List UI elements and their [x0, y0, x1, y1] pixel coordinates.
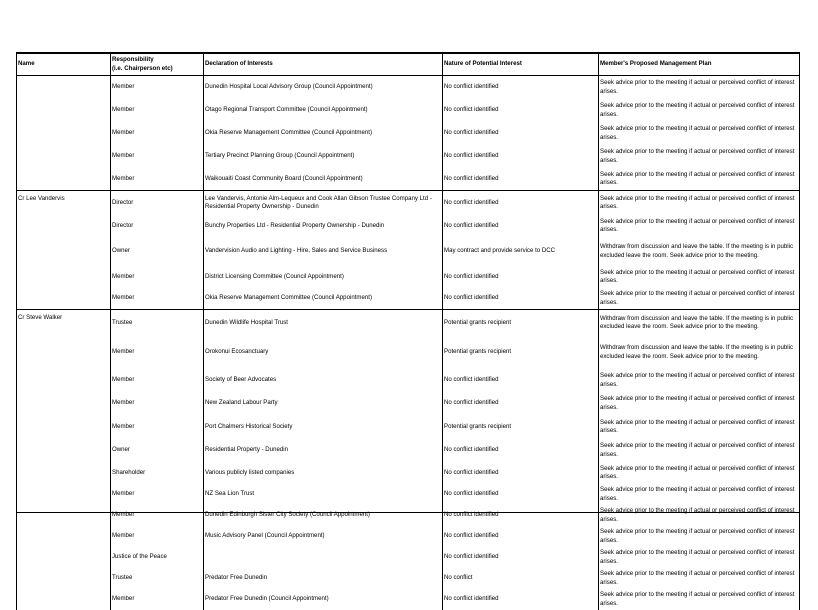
member-name-cell: [17, 439, 111, 462]
nature-cell: No conflict identified: [443, 122, 599, 145]
responsibility-cell: Member: [111, 145, 204, 168]
nature-cell: No conflict identified: [443, 369, 599, 392]
responsibility-cell: Member: [111, 168, 204, 191]
responsibility-cell: Member: [111, 589, 204, 610]
management-plan-cell: Withdraw from discussion and leave the table. If the meeting is in public excluded leave the room. Seek advice prior to the meeting.: [599, 336, 800, 369]
declaration-cell: Orokonui Ecosanctuary: [204, 336, 443, 369]
member-name-cell: [17, 266, 111, 288]
responsibility-cell: Member: [111, 99, 204, 122]
management-plan-cell: Withdraw from discussion and leave the table. If the meeting is in public excluded leave the room. Seek advice prior to the meeting.: [599, 310, 800, 337]
table-row: [17, 439, 800, 462]
declaration-cell: Otago Regional Transport Committee (Council Appointment): [204, 99, 443, 122]
responsibility-cell: Trustee: [111, 310, 204, 337]
management-plan-cell: Seek advice prior to the meeting if actual or perceived conflict of interest arises.: [599, 145, 800, 168]
table-row: [17, 462, 800, 484]
table-row: [17, 215, 800, 237]
nature-cell: No conflict identified: [443, 288, 599, 310]
table-row: [17, 547, 800, 568]
management-plan-cell: Seek advice prior to the meeting if actual or perceived conflict of interest arises.: [599, 415, 800, 439]
member-name-cell: [17, 145, 111, 168]
member-name-cell: [17, 392, 111, 415]
nature-cell: No conflict identified: [443, 547, 599, 568]
table-bottom-edge: [16, 512, 799, 513]
management-plan-cell: Seek advice prior to the meeting if actual or perceived conflict of interest arises.: [599, 589, 800, 610]
responsibility-cell: Member: [111, 76, 204, 100]
management-plan-cell: Seek advice prior to the meeting if actual or perceived conflict of interest arises.: [599, 76, 800, 100]
nature-cell: No conflict identified: [443, 439, 599, 462]
declaration-cell: NZ Sea Lion Trust: [204, 484, 443, 505]
nature-cell: Potential grants recipient: [443, 336, 599, 369]
management-plan-cell: Seek advice prior to the meeting if actual or perceived conflict of interest arises.: [599, 215, 800, 237]
management-plan-cell: Seek advice prior to the meeting if actual or perceived conflict of interest arises.: [599, 266, 800, 288]
member-name-cell: Cr Steve Walker: [17, 310, 111, 337]
responsibility-cell: Member: [111, 392, 204, 415]
management-plan-cell: Seek advice prior to the meeting if actual or perceived conflict of interest arises.: [599, 568, 800, 589]
member-name-cell: [17, 547, 111, 568]
declaration-cell: District Licensing Committee (Council Appointment): [204, 266, 443, 288]
declaration-cell: Lee Vandervis, Antonie Alm-Lequeux and Cook Allan Gibson Trustee Company Ltd - Residential Property Ownership - Dunedin: [204, 191, 443, 216]
nature-cell: No conflict identified: [443, 589, 599, 610]
declaration-cell: Predator Free Dunedin: [204, 568, 443, 589]
management-plan-cell: Seek advice prior to the meeting if actual or perceived conflict of interest arises.: [599, 288, 800, 310]
table-row: [17, 526, 800, 547]
table-row: [17, 99, 800, 122]
declaration-cell: Dunedin Edinburgh Sister City Society (Council Appointment): [204, 505, 443, 526]
nature-cell: No conflict identified: [443, 99, 599, 122]
member-name-cell: [17, 526, 111, 547]
header-responsibility-line1: Responsibility: [112, 56, 202, 64]
table-row: [17, 168, 800, 191]
responsibility-cell: Shareholder: [111, 462, 204, 484]
table-row: [17, 589, 800, 610]
table-row: [17, 145, 800, 168]
management-plan-cell: Seek advice prior to the meeting if actual or perceived conflict of interest arises.: [599, 168, 800, 191]
member-name-cell: [17, 505, 111, 526]
header-nature: Nature of Potential Interest: [443, 53, 599, 76]
nature-cell: No conflict identified: [443, 505, 599, 526]
member-name-cell: [17, 288, 111, 310]
member-name-cell: [17, 369, 111, 392]
member-name-cell: [17, 462, 111, 484]
table-row: [17, 191, 800, 216]
table-row: [17, 76, 800, 100]
declaration-cell: Dunedin Wildlife Hospital Trust: [204, 310, 443, 337]
member-name-cell: [17, 215, 111, 237]
management-plan-cell: Seek advice prior to the meeting if actual or perceived conflict of interest arises.: [599, 191, 800, 216]
responsibility-cell: Trustee: [111, 568, 204, 589]
declaration-cell: Okia Reserve Management Committee (Council Appointment): [204, 288, 443, 310]
nature-cell: No conflict identified: [443, 526, 599, 547]
table-row: [17, 122, 800, 145]
responsibility-cell: Member: [111, 369, 204, 392]
member-name-cell: Cr Lee Vandervis: [17, 191, 111, 216]
management-plan-cell: Withdraw from discussion and leave the table. If the meeting is in public excluded leave the room. Seek advice prior to the meeting.: [599, 237, 800, 266]
member-name-cell: [17, 415, 111, 439]
declarations-table: [16, 52, 800, 610]
nature-cell: No conflict identified: [443, 215, 599, 237]
responsibility-cell: Director: [111, 191, 204, 216]
table-row: [17, 568, 800, 589]
declaration-cell: New Zealand Labour Party: [204, 392, 443, 415]
nature-cell: May contract and provide service to DCC: [443, 237, 599, 266]
member-name-cell: [17, 589, 111, 610]
table-row: [17, 484, 800, 505]
management-plan-cell: Seek advice prior to the meeting if actual or perceived conflict of interest arises.: [599, 99, 800, 122]
declaration-cell: Dunedin Hospital Local Advisory Group (Council Appointment): [204, 76, 443, 100]
declaration-cell: Tertiary Precinct Planning Group (Council Appointment): [204, 145, 443, 168]
table-row: [17, 288, 800, 310]
responsibility-cell: Owner: [111, 237, 204, 266]
member-name-cell: [17, 76, 111, 100]
declaration-cell: Society of Beer Advocates: [204, 369, 443, 392]
management-plan-cell: Seek advice prior to the meeting if actual or perceived conflict of interest arises.: [599, 439, 800, 462]
member-name-cell: [17, 99, 111, 122]
table-row: [17, 266, 800, 288]
declaration-cell: Predator Free Dunedin (Council Appointment): [204, 589, 443, 610]
table-row: [17, 505, 800, 526]
nature-cell: Potential grants recipient: [443, 310, 599, 337]
table-row: [17, 310, 800, 337]
nature-cell: No conflict identified: [443, 462, 599, 484]
management-plan-cell: Seek advice prior to the meeting if actual or perceived conflict of interest arises.: [599, 462, 800, 484]
responsibility-cell: Member: [111, 122, 204, 145]
declaration-cell: Okia Reserve Management Committee (Council Appointment): [204, 122, 443, 145]
declaration-cell: Port Chalmers Historical Society: [204, 415, 443, 439]
header-name: Name: [17, 53, 111, 76]
management-plan-cell: Seek advice prior to the meeting if actual or perceived conflict of interest arises.: [599, 122, 800, 145]
declaration-cell: Various publicly listed companies: [204, 462, 443, 484]
management-plan-cell: Seek advice prior to the meeting if actual or perceived conflict of interest arises.: [599, 369, 800, 392]
member-name-cell: [17, 168, 111, 191]
member-name-cell: [17, 237, 111, 266]
declaration-cell: Vandervision Audio and Lighting - Hire, Sales and Service Business: [204, 237, 443, 266]
header-responsibility: [111, 53, 204, 76]
member-name-cell: [17, 484, 111, 505]
management-plan-cell: Seek advice prior to the meeting if actual or perceived conflict of interest arises.: [599, 392, 800, 415]
nature-cell: No conflict identified: [443, 76, 599, 100]
responsibility-cell: Member: [111, 288, 204, 310]
table-row: [17, 392, 800, 415]
header-row: [17, 53, 800, 76]
declaration-cell: Bunchy Properties Ltd - Residential Property Ownership - Dunedin: [204, 215, 443, 237]
nature-cell: No conflict identified: [443, 168, 599, 191]
nature-cell: No conflict identified: [443, 145, 599, 168]
member-name-cell: [17, 122, 111, 145]
declaration-cell: Residential Property - Dunedin: [204, 439, 443, 462]
nature-cell: No conflict identified: [443, 191, 599, 216]
table-row: [17, 237, 800, 266]
header-plan: Member's Proposed Management Plan: [599, 53, 800, 76]
management-plan-cell: Seek advice prior to the meeting if actual or perceived conflict of interest arises.: [599, 484, 800, 505]
responsibility-cell: Member: [111, 526, 204, 547]
responsibility-cell: Member: [111, 415, 204, 439]
declaration-cell: Music Advisory Panel (Council Appointment): [204, 526, 443, 547]
responsibility-cell: Director: [111, 215, 204, 237]
management-plan-cell: Seek advice prior to the meeting if actual or perceived conflict of interest arises.: [599, 547, 800, 568]
responsibility-cell: Owner: [111, 439, 204, 462]
responsibility-cell: Member: [111, 505, 204, 526]
table-body: [17, 76, 800, 610]
nature-cell: No conflict identified: [443, 392, 599, 415]
nature-cell: No conflict: [443, 568, 599, 589]
responsibility-cell: Member: [111, 336, 204, 369]
responsibility-cell: Member: [111, 266, 204, 288]
responsibility-cell: Member: [111, 484, 204, 505]
management-plan-cell: Seek advice prior to the meeting if actual or perceived conflict of interest arises.: [599, 505, 800, 526]
nature-cell: Potential grants recipient: [443, 415, 599, 439]
header-responsibility-line2: (i.e. Chairperson etc): [112, 65, 202, 73]
nature-cell: No conflict identified: [443, 266, 599, 288]
declaration-cell: [204, 547, 443, 568]
declaration-cell: Waikouaiti Coast Community Board (Council Appointment): [204, 168, 443, 191]
table-row: [17, 369, 800, 392]
responsibility-cell: Justice of the Peace: [111, 547, 204, 568]
table-row: [17, 336, 800, 369]
nature-cell: No conflict identified: [443, 484, 599, 505]
table-row: [17, 415, 800, 439]
management-plan-cell: Seek advice prior to the meeting if actual or perceived conflict of interest arises.: [599, 526, 800, 547]
member-name-cell: [17, 336, 111, 369]
header-declaration: Declaration of Interests: [204, 53, 443, 76]
member-name-cell: [17, 568, 111, 589]
